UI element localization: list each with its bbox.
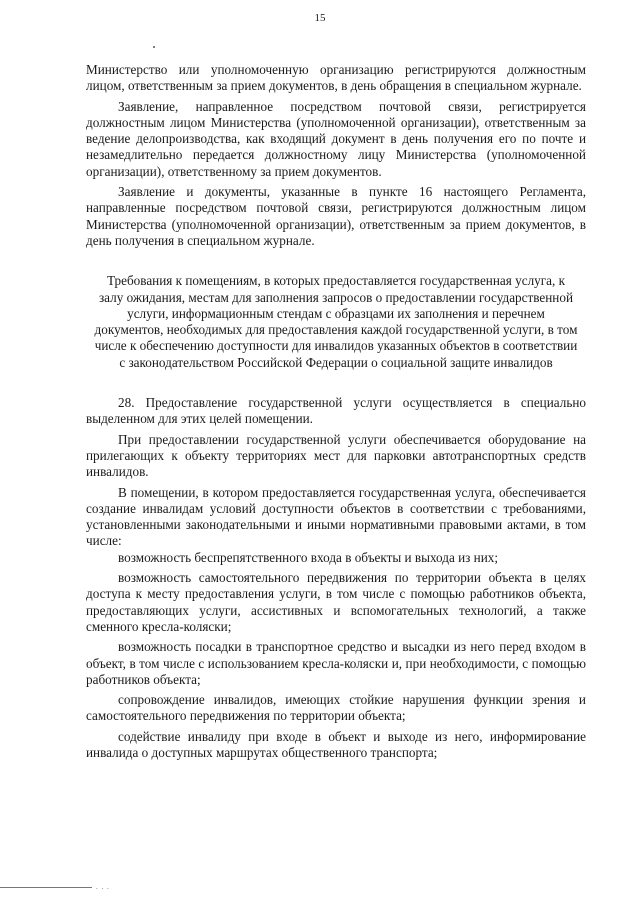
footer-mark: . . . [96, 883, 110, 891]
page-number: 15 [314, 12, 326, 24]
section-heading: Требования к помещениям, в которых предоставляется государственная услуга, к залу ожидания, местам для заполнения запросов о предоставлении государственной услуги, информационным стендам с образцами их заполнения и перечнем документов, необходимых для предоставления каждой государственной услуги, в том числе к обеспечению доступности для инвалидов указанных объектов в соответствии с законодательством Российской Федерации о социальной защите инвалидов [94, 273, 578, 370]
list-item-assistance: содействие инвалиду при входе в объект и выходе из него, информирование инвалида о доступных маршрутах общественного транспорта; [86, 728, 586, 760]
list-item-entry-exit: возможность беспрепятственного входа в объекты и выхода из них; [118, 549, 499, 565]
paragraph-registration-documents: Заявление и документы, указанные в пункте 16 настоящего Регламента, направленные посредством почтовой связи, регистрируются должностным лицом Министерства (уполномоченной организации), ответственным за прием документов, в день получения в специальном журнале. [86, 184, 586, 248]
list-item-escort: сопровождение инвалидов, имеющих стойкие нарушения функции зрения и самостоятельного передвижения по территории объекта; [86, 692, 586, 724]
paragraph-28: 28. Предоставление государственной услуги осуществляется в специально выделенном для этих целей помещении. [86, 395, 586, 427]
paragraph-parking: При предоставлении государственной услуги обеспечивается оборудование на прилегающих к объекту территориях мест для парковки автотранспортных средств инвалидов. [86, 431, 586, 480]
paragraph-accessibility-intro: В помещении, в котором предоставляется государственная услуга, обеспечивается создание инвалидам условий доступности объектов в соответствии с требованиями, установленными законодательными и иными нормативными правовыми актами, в том числе: [86, 484, 586, 549]
paragraph-registration-in-person: Министерство или уполномоченную организацию регистрируются должностным лицом, ответственным за прием документов, в день обращения в специальном журнале. [86, 62, 586, 94]
document-body [86, 62, 586, 761]
paragraph-registration-by-mail: Заявление, направленное посредством почтовой связи, регистрируется должностным лицом Министерства (уполномоченной организации), ответственным за ведение делопроизводства, как входящий документ в день получения его по почте и незамедлительно передается должностному лицу Министерства (уполномоченной организации), ответственному за прием документов. [86, 98, 586, 179]
list-item-vehicle: возможность посадки в транспортное средство и высадки из него перед входом в объект, в том числе с использованием кресла-коляски и, при необходимости, с помощью работников объекта; [86, 639, 586, 687]
list-item-movement: возможность самостоятельного передвижения по территории объекта в целях доступа к месту предоставления услуги, в том числе с помощью работников объекта, предоставляющих услуги, ассистивных и вспомогательных технологий, а также сменного кресла-коляски; [86, 570, 586, 634]
scan-speck [153, 46, 155, 48]
footer-rule [0, 887, 92, 888]
